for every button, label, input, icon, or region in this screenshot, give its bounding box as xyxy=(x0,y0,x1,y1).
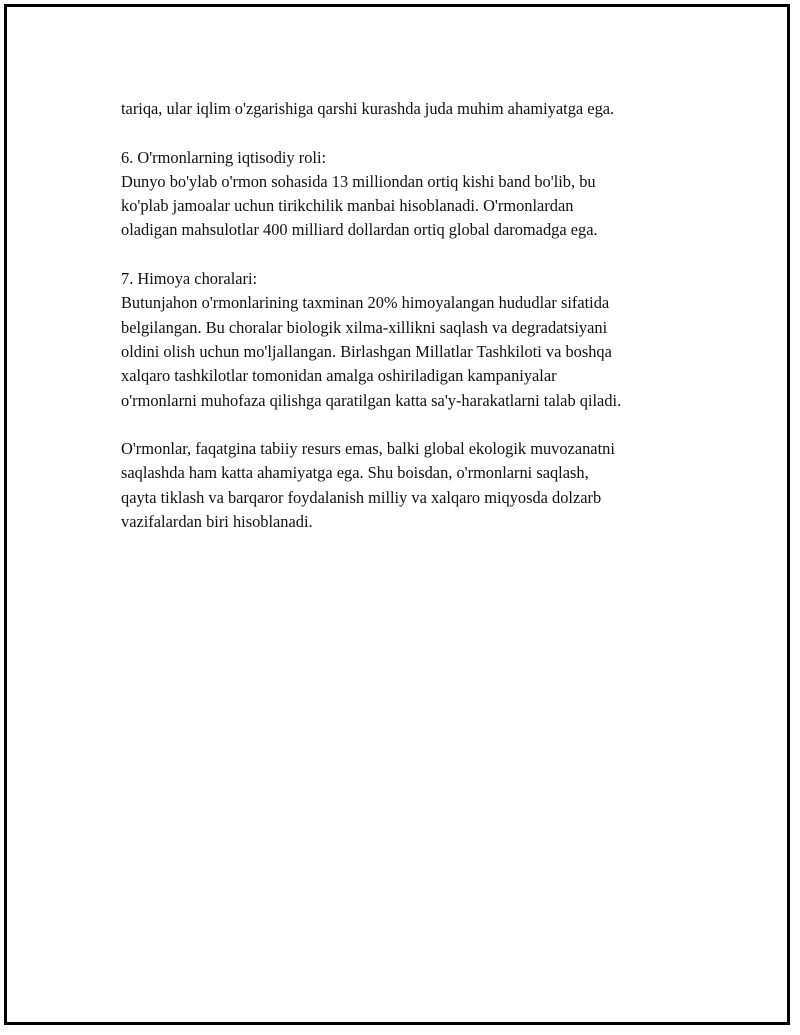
paragraph-spacer xyxy=(121,243,711,267)
section-protection-measures xyxy=(121,267,711,413)
paragraph-line: O'rmonlar, faqatgina tabiiy resurs emas, balki global ekologik muvozanatni xyxy=(121,439,615,459)
paragraph-line: oladigan mahsulotlar 400 milliard dollardan ortiq global daromadga ega. xyxy=(121,220,598,240)
intro-paragraph xyxy=(121,97,711,121)
paragraph-line: vazifalardan biri hisoblanadi. xyxy=(121,512,313,532)
paragraph-spacer xyxy=(121,121,711,145)
paragraph-line: xalqaro tashkilotlar tomonidan amalga oshiriladigan kampaniyalar xyxy=(121,366,557,386)
paragraph-line: ko'plab jamoalar uchun tirikchilik manbai hisoblanadi. O'rmonlardan xyxy=(121,196,574,216)
paragraph-line: qayta tiklash va barqaror foydalanish milliy va xalqaro miqyosda dolzarb xyxy=(121,487,602,507)
paragraph-line: belgilangan. Bu choralar biologik xilma-xillikni saqlash va degradatsiyani xyxy=(121,317,608,337)
paragraph-line: oldini olish uchun mo'ljallangan. Birlashgan Millatlar Tashkiloti va boshqa xyxy=(121,341,612,361)
section-heading: 7. Himoya choralari: xyxy=(121,269,258,289)
paragraph-line: Butunjahon o'rmonlarining taxminan 20% himoyalangan hududlar sifatida xyxy=(121,293,610,313)
section-heading: 6. O'rmonlarning iqtisodiy roli: xyxy=(121,147,327,167)
document-body xyxy=(121,97,711,534)
paragraph-line: Dunyo bo'ylab o'rmon sohasida 13 milliondan ortiq kishi band bo'lib, bu xyxy=(121,171,596,191)
paragraph-line: saqlashda ham katta ahamiyatga ega. Shu boisdan, o'rmonlarni saqlash, xyxy=(121,463,589,483)
paragraph-spacer xyxy=(121,413,711,437)
conclusion-paragraph xyxy=(121,437,711,534)
paragraph-line: tariqa, ular iqlim o'zgarishiga qarshi kurashda juda muhim ahamiyatga ega. xyxy=(121,99,615,118)
section-economic-role xyxy=(121,146,711,243)
paragraph-line: o'rmonlarni muhofaza qilishga qaratilgan katta sa'y-harakatlarni talab qiladi. xyxy=(121,390,622,410)
page-frame xyxy=(4,4,790,1025)
